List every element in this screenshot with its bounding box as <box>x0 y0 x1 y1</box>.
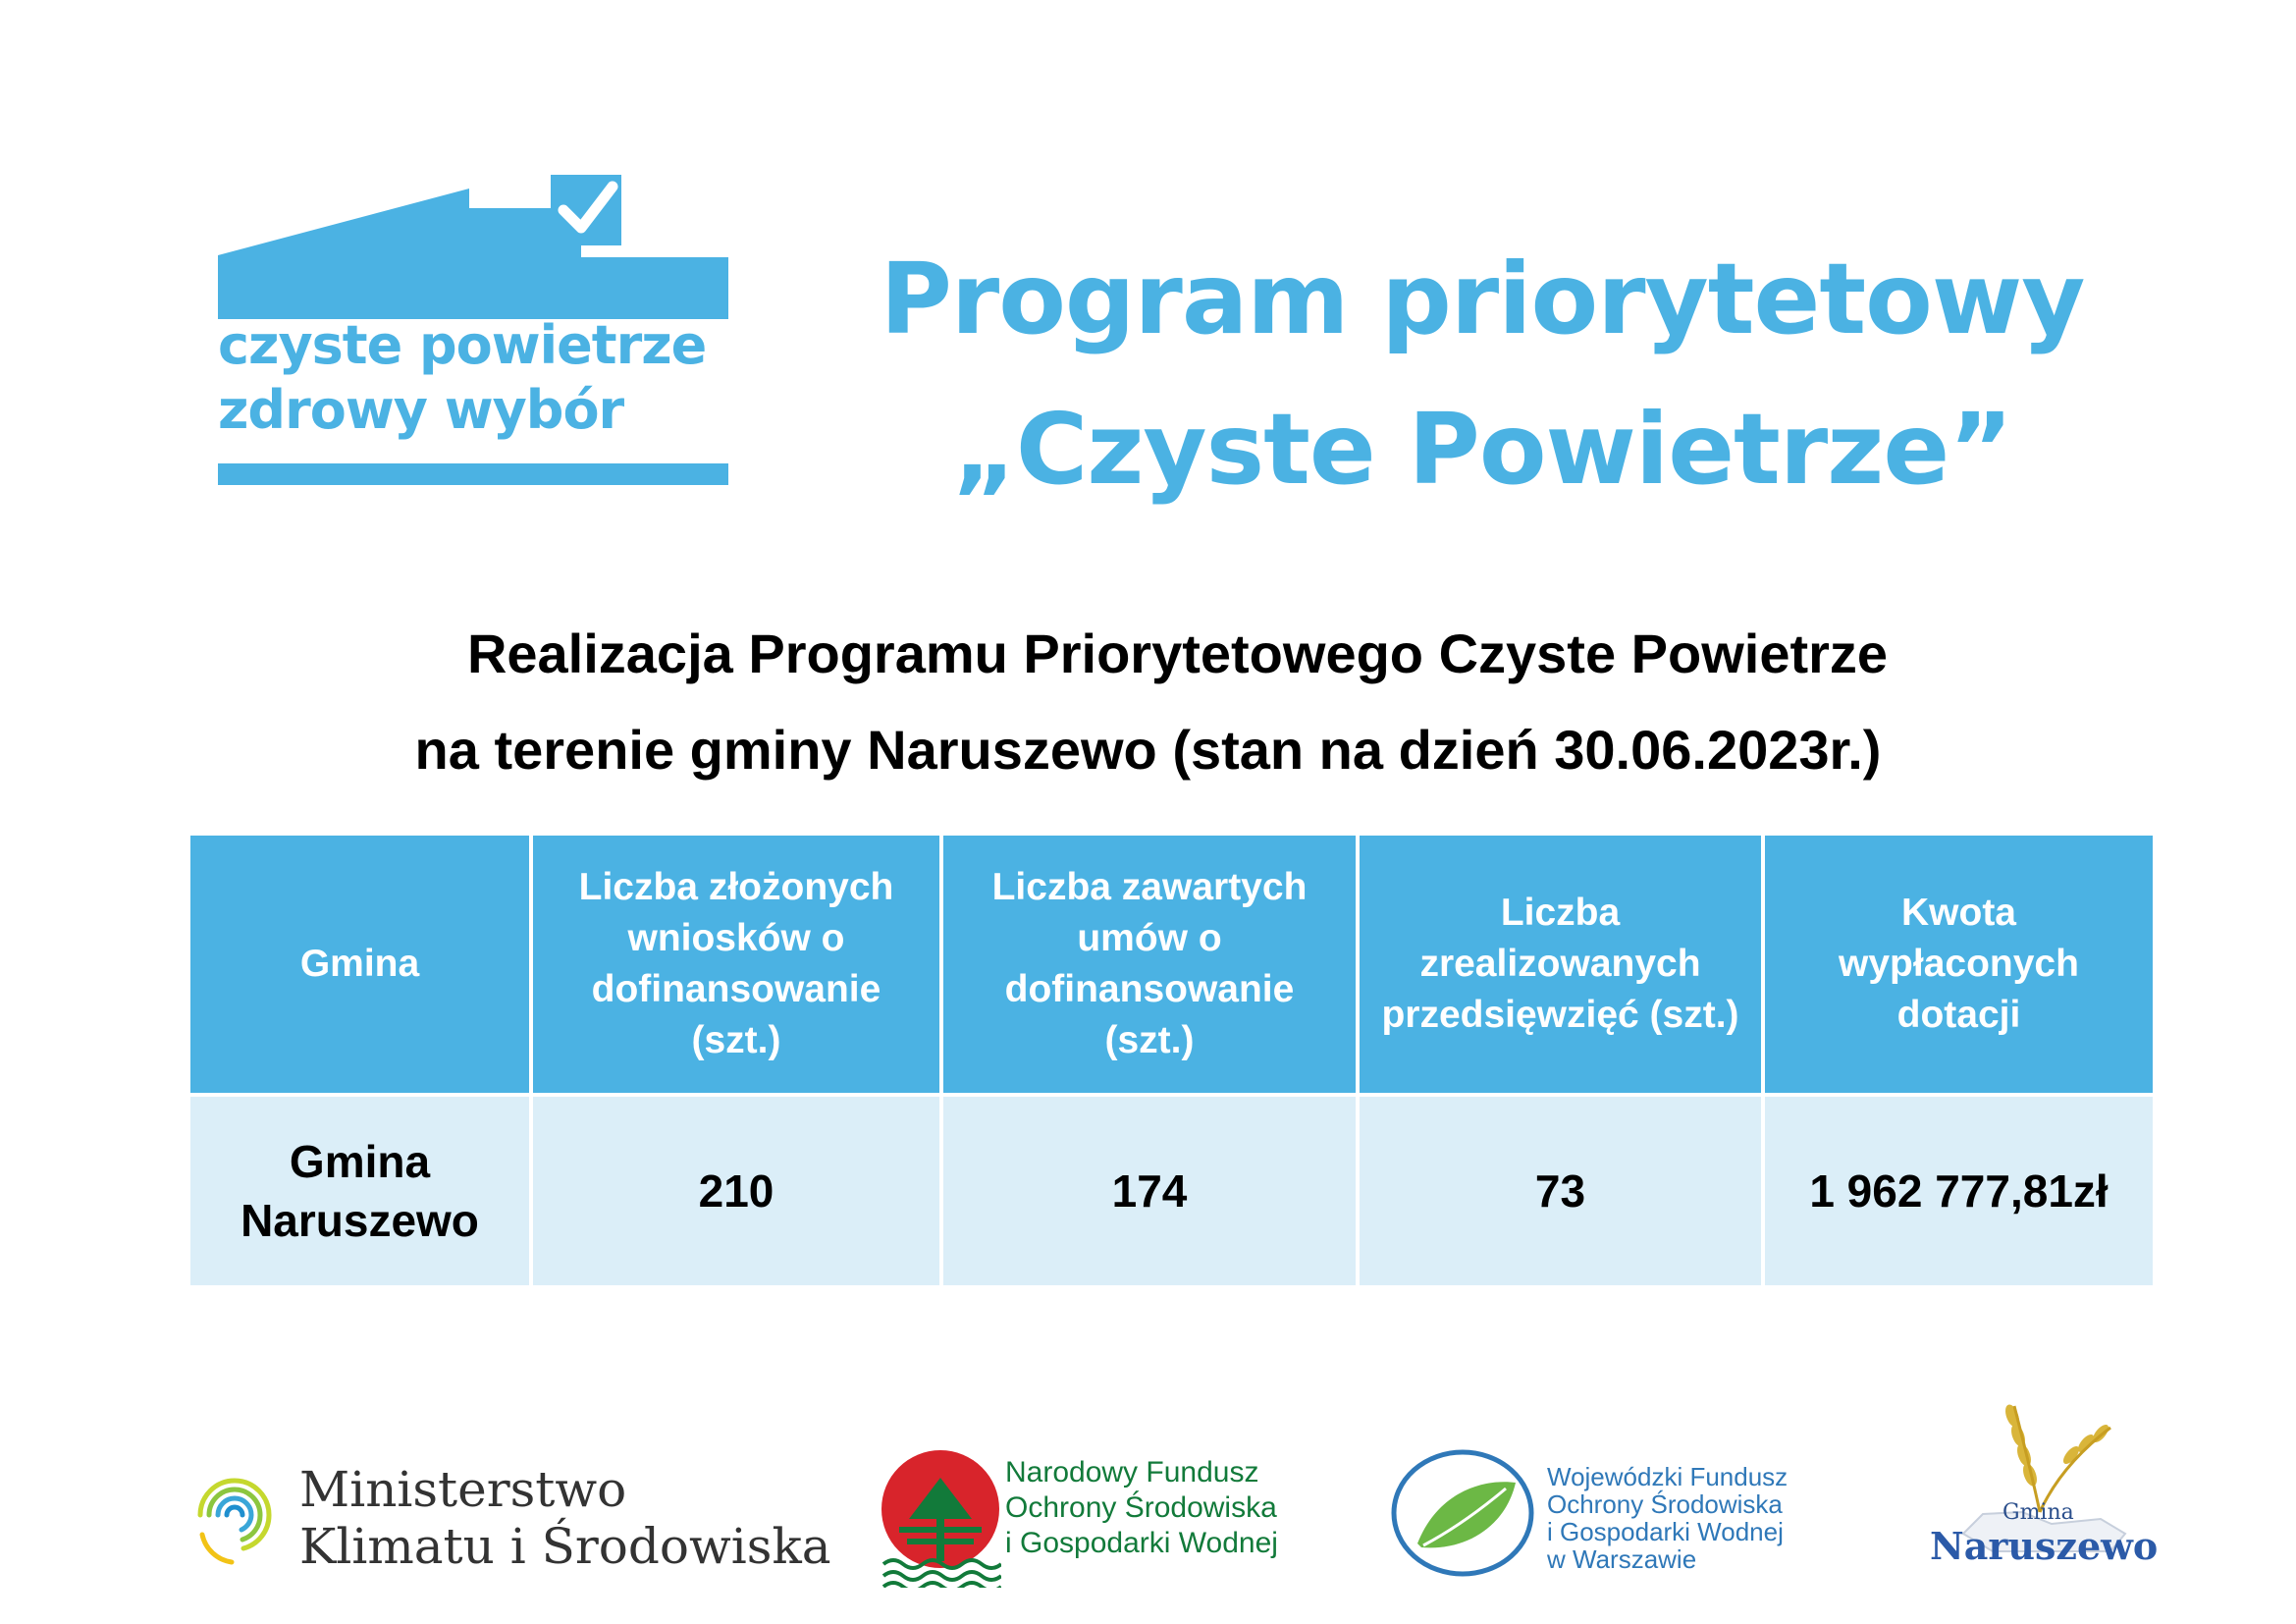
cell-applications: 210 <box>531 1095 941 1287</box>
header-completed: Liczba zrealizowanych przedsięwzięć (szt.) <box>1358 834 1763 1095</box>
logo-line-1: czyste powietrze <box>218 314 707 376</box>
header-contracts: Liczba zawartych umów o dofinansowanie (szt.) <box>941 834 1358 1095</box>
cell-completed: 73 <box>1358 1095 1763 1287</box>
table-row <box>188 1095 2155 1287</box>
fingerprint-swirl-icon <box>192 1461 277 1569</box>
cell-gmina-text: Gmina Naruszewo <box>240 1136 479 1246</box>
nfosigw-line-2: Ochrony Środowiska <box>1005 1491 1277 1524</box>
nfosigw-line-1: Narodowy Fundusz <box>1005 1456 1259 1489</box>
gmina-logo-small: Gmina <box>2002 1500 2074 1525</box>
ministry-line-1: Ministerstwo <box>299 1461 627 1518</box>
subtitle-line-2: na terenie gminy Naruszewo (stan na dzień 30.06.2023r.) <box>414 719 1882 781</box>
subtitle-line-1: Realizacja Programu Priorytetowego Czyste Powietrze <box>466 623 1889 684</box>
cell-gmina <box>188 1095 531 1287</box>
wfosigw-line-1: Wojewódzki Fundusz <box>1547 1462 1789 1491</box>
page-title-line-1: Program priorytetowy <box>880 242 2085 356</box>
red-sun-green-tree-icon <box>880 1448 1001 1588</box>
czyste-powietrze-logo <box>218 167 728 489</box>
ministry-line-2: Klimatu i Środowiska <box>299 1518 831 1575</box>
nfosigw-line-3: i Gospodarki Wodnej <box>1005 1527 1278 1559</box>
header-amount: Kwota wypłaconych dotacji <box>1763 834 2155 1095</box>
cell-contracts: 174 <box>941 1095 1358 1287</box>
ministry-logo <box>192 1461 277 1574</box>
wfosigw-logo <box>1390 1449 1535 1582</box>
house-roof-checkmark-icon <box>218 167 728 319</box>
logo-underline <box>218 463 728 485</box>
nfosigw-logo <box>880 1448 1001 1593</box>
wfosigw-line-3: i Gospodarki Wodnej <box>1547 1517 1784 1546</box>
logo-line-2: zdrowy wybór <box>218 379 624 441</box>
results-table <box>187 832 2157 1289</box>
page-title-line-2: „Czyste Powietrze” <box>952 392 2012 507</box>
wfosigw-line-2: Ochrony Środowiska <box>1547 1489 1783 1519</box>
wfosigw-line-4: w Warszawie <box>1547 1544 1697 1574</box>
green-leaf-circle-icon <box>1390 1449 1535 1577</box>
gmina-logo-big: Naruszewo <box>1930 1524 2159 1568</box>
header-applications: Liczba złożonych wniosków o dofinansowanie (szt.) <box>531 834 941 1095</box>
header-gmina: Gmina <box>188 834 531 1095</box>
cell-amount: 1 962 777,81zł <box>1763 1095 2155 1287</box>
table-header-row <box>188 834 2155 1095</box>
